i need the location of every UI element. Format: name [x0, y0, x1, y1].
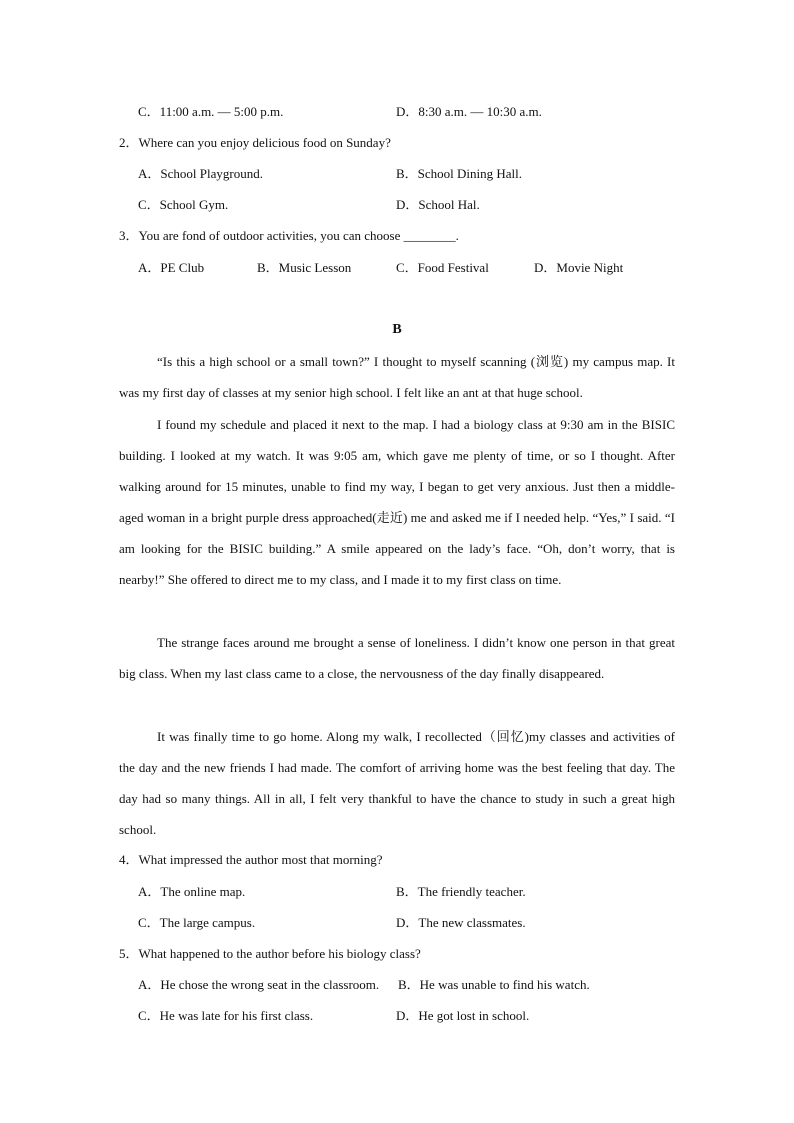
- q5-option-d: D．He got lost in school.: [396, 1008, 530, 1023]
- q4-stem: 4．What impressed the author most that morning?: [119, 852, 383, 867]
- q5-stem: 5．What happened to the author before his biology class?: [119, 946, 421, 961]
- section-b-heading: B: [392, 322, 402, 337]
- q5-option-b: B．He was unable to find his watch.: [398, 977, 590, 992]
- passage-paragraph-1: “Is this a high school or a small town?” I thought to myself scanning (浏览) my campus map. It was my first day of classes at my senior high school. I felt like an ant at that huge school.: [119, 354, 675, 400]
- q2-option-b: B．School Dining Hall.: [396, 166, 523, 181]
- q4-option-c: C．The large campus.: [138, 915, 256, 930]
- q5-option-c: C．He was late for his first class.: [138, 1008, 314, 1023]
- q3-option-d: D．Movie Night: [534, 260, 624, 275]
- q3-option-c: C．Food Festival: [396, 260, 489, 275]
- q2-option-a: A．School Playground.: [138, 166, 263, 181]
- q1-option-c: C．11:00 a.m. — 5:00 p.m.: [138, 104, 284, 119]
- passage-paragraph-2: I found my schedule and placed it next to the map. I had a biology class at 9:30 am in the BISIC building. I looked at my watch. It was 9:05 am, which gave me plenty of time, or so I thought. After walking around for 15 minutes, unable to find my way, I began to get very anxious. Just then a middle-aged woman in a bright purple dress approached(走近) me and asked me if I needed help. “Yes,” I said. “I am looking for the BISIC building.” A smile appeared on the lady’s face. “Oh, don’t worry, that is nearby!” She offered to direct me to my class, and I made it to my first class on time.: [119, 417, 675, 587]
- passage-paragraph-4: It was finally time to go home. Along my walk, I recollected（回忆)my classes and activities of the day and the new friends I had made. The comfort of arriving home was the best feeling that day. The day had so many things. All in all, I felt very thankful to have the chance to study in such a great high school.: [119, 729, 675, 837]
- q1-option-d: D．8:30 a.m. — 10:30 a.m.: [396, 104, 542, 119]
- q4-option-b: B．The friendly teacher.: [396, 884, 526, 899]
- q3-option-b: B．Music Lesson: [257, 260, 352, 275]
- q3-option-a: A．PE Club: [138, 260, 205, 275]
- q4-option-d: D．The new classmates.: [396, 915, 526, 930]
- q2-option-c: C．School Gym.: [138, 197, 229, 212]
- q4-option-a: A．The online map.: [138, 884, 246, 899]
- q5-option-a: A．He chose the wrong seat in the classroom.: [138, 977, 380, 992]
- passage-paragraph-3: The strange faces around me brought a sense of loneliness. I didn’t know one person in that great big class. When my last class came to a close, the nervousness of the day finally disappeared.: [119, 635, 675, 681]
- q2-option-d: D．School Hal.: [396, 197, 480, 212]
- q3-stem: 3．You are fond of outdoor activities, you can choose ________.: [119, 228, 459, 243]
- q2-stem: 2．Where can you enjoy delicious food on Sunday?: [119, 135, 391, 150]
